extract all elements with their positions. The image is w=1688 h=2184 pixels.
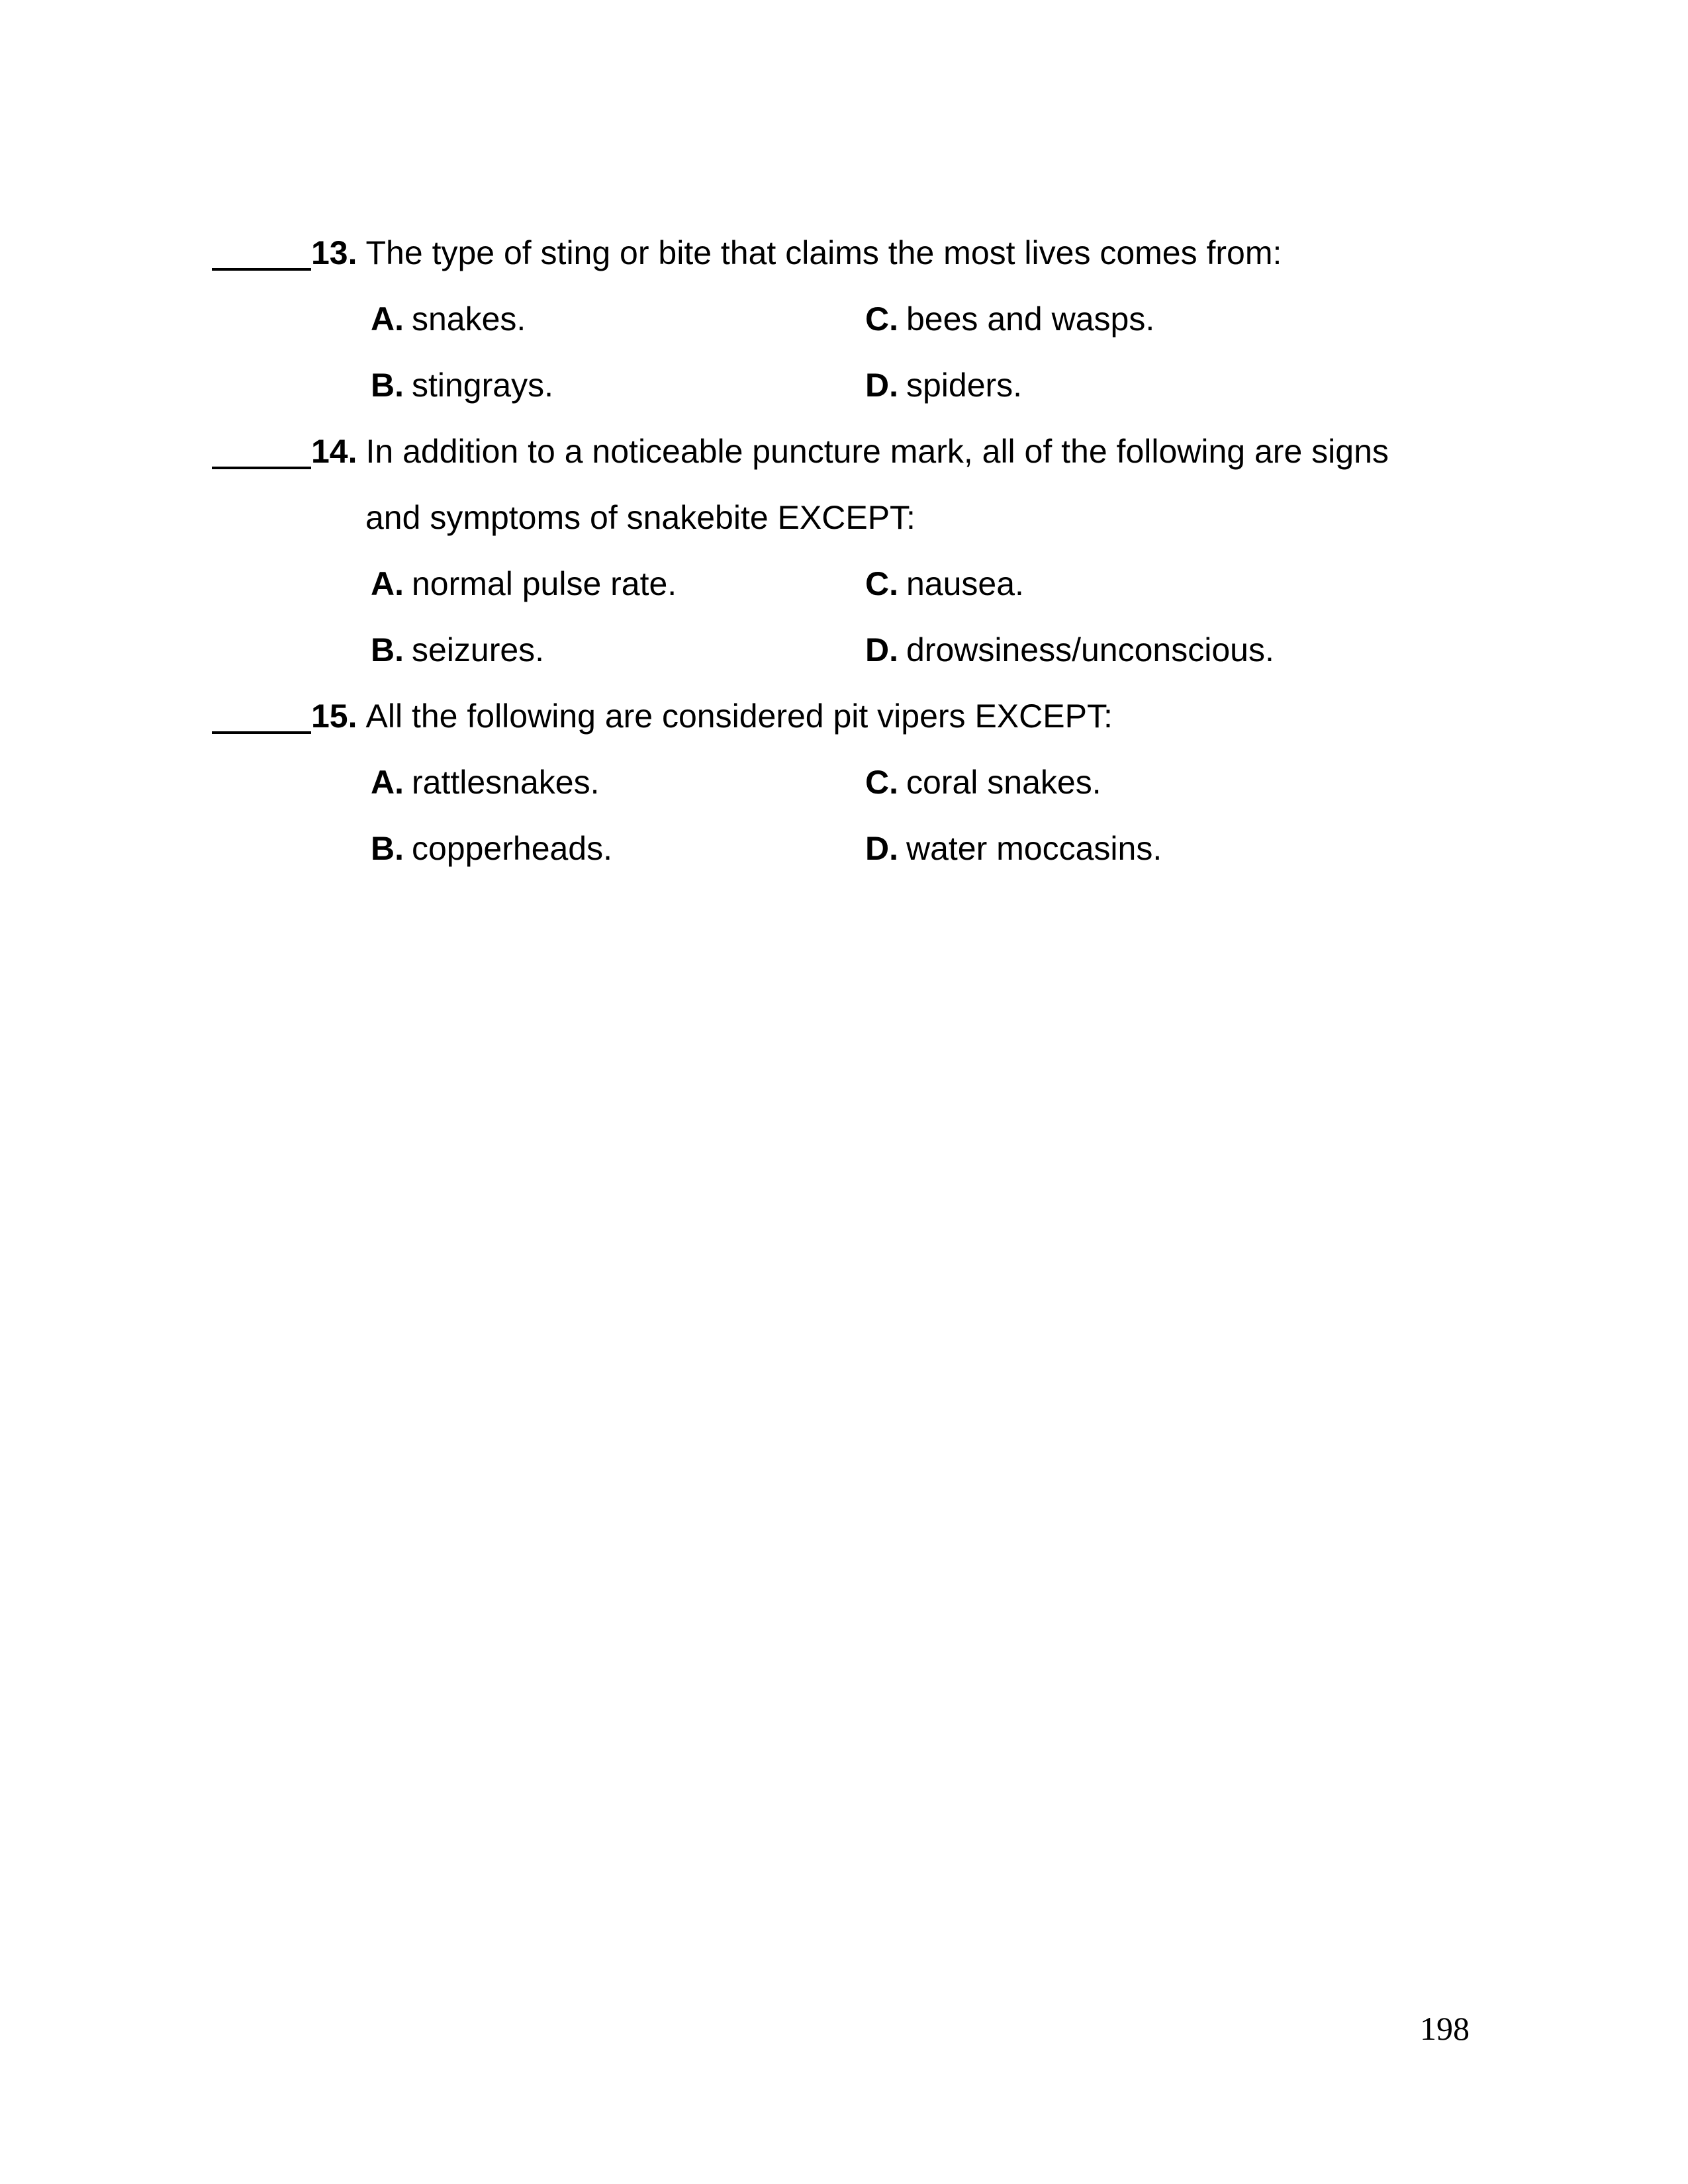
question-number: 15. xyxy=(311,698,357,735)
option-text: water moccasins. xyxy=(906,830,1162,867)
option-letter: C. xyxy=(865,300,898,338)
question-text-continued xyxy=(212,484,1470,551)
option-letter: D. xyxy=(865,631,898,668)
option-c xyxy=(865,551,1024,617)
options-row xyxy=(371,286,1470,352)
option-letter: D. xyxy=(865,367,898,404)
question-15 xyxy=(212,683,1470,882)
option-letter: A. xyxy=(371,300,404,338)
option-a xyxy=(371,749,865,815)
option-b xyxy=(371,352,865,418)
options-row xyxy=(371,617,1470,683)
options-row xyxy=(371,815,1470,882)
question-number: 14. xyxy=(311,433,357,470)
option-a xyxy=(371,551,865,617)
option-text: bees and wasps. xyxy=(906,300,1155,338)
option-text: copperheads. xyxy=(412,830,613,867)
option-text: seizures. xyxy=(412,631,545,668)
option-c xyxy=(865,286,1154,352)
question-line xyxy=(212,418,1470,484)
option-text: normal pulse rate. xyxy=(412,565,677,602)
answer-blank-line xyxy=(212,723,311,734)
option-letter: D. xyxy=(865,830,898,867)
option-a xyxy=(371,286,865,352)
question-14 xyxy=(212,418,1470,683)
option-b xyxy=(371,815,865,882)
question-text: and symptoms of snakebite EXCEPT: xyxy=(365,499,915,536)
option-d xyxy=(865,617,1274,683)
options-row xyxy=(371,551,1470,617)
option-text: spiders. xyxy=(906,367,1023,404)
option-text: nausea. xyxy=(906,565,1024,602)
option-text: snakes. xyxy=(412,300,526,338)
option-letter: A. xyxy=(371,565,404,602)
question-text: The type of sting or bite that claims the most lives comes from: xyxy=(365,234,1282,271)
option-letter: A. xyxy=(371,764,404,801)
option-letter: B. xyxy=(371,631,404,668)
question-line xyxy=(212,220,1470,286)
option-letter: C. xyxy=(865,565,898,602)
option-text: drowsiness/unconscious. xyxy=(906,631,1274,668)
option-letter: C. xyxy=(865,764,898,801)
quiz-content xyxy=(212,220,1470,882)
option-letter: B. xyxy=(371,367,404,404)
question-number: 13. xyxy=(311,234,357,271)
option-letter: B. xyxy=(371,830,404,867)
option-text: rattlesnakes. xyxy=(412,764,600,801)
answer-blank-line xyxy=(212,459,311,469)
answer-blank-line xyxy=(212,260,311,271)
question-13 xyxy=(212,220,1470,418)
option-c xyxy=(865,749,1102,815)
options-row xyxy=(371,352,1470,418)
option-text: stingrays. xyxy=(412,367,553,404)
options-row xyxy=(371,749,1470,815)
question-line xyxy=(212,683,1470,749)
question-text: In addition to a noticeable puncture mark, all of the following are signs xyxy=(365,433,1389,470)
option-text: coral snakes. xyxy=(906,764,1102,801)
page-number: 198 xyxy=(1420,2010,1470,2047)
option-d xyxy=(865,815,1162,882)
option-d xyxy=(865,352,1022,418)
question-text: All the following are considered pit vipers EXCEPT: xyxy=(365,698,1113,735)
option-b xyxy=(371,617,865,683)
